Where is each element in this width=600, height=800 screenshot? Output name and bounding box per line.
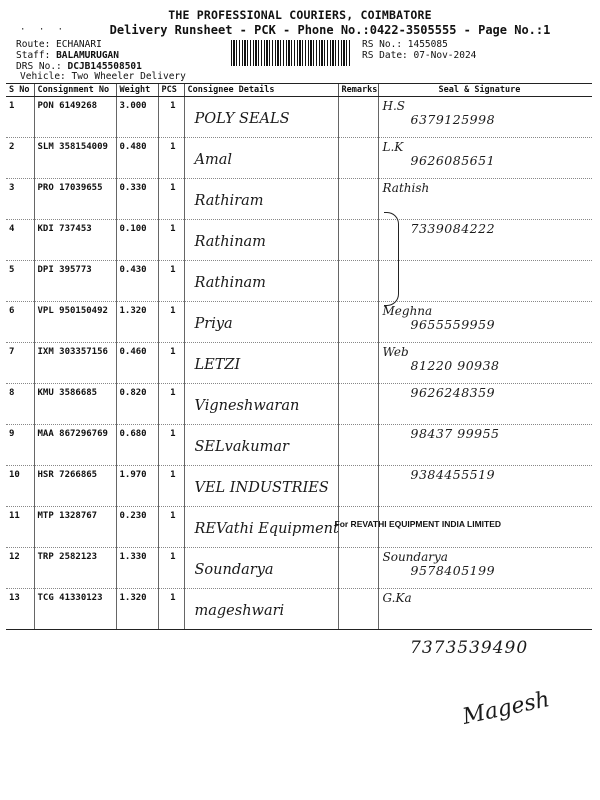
remarks-cell bbox=[334, 507, 502, 548]
consignment-number: PON 6149268 bbox=[34, 97, 116, 138]
col-remarks: Remarks bbox=[338, 84, 378, 97]
consignee-name: REVathi Equipment bbox=[194, 521, 339, 537]
consignee-cell bbox=[184, 261, 338, 302]
consignment-number: DPI 395773 bbox=[34, 261, 116, 302]
pcs-value: 1 bbox=[158, 138, 184, 179]
grouping-brace bbox=[384, 212, 399, 306]
consignee-name: mageshwari bbox=[194, 603, 285, 619]
consignee-cell bbox=[184, 220, 338, 261]
table-row bbox=[6, 179, 592, 220]
weight-value: 0.680 bbox=[116, 425, 158, 466]
handwritten-signature bbox=[383, 345, 500, 373]
signature-cell bbox=[378, 261, 592, 302]
signature-phone: 81220 90938 bbox=[410, 358, 500, 373]
consignee-name: LETZI bbox=[194, 357, 241, 373]
table-row bbox=[6, 302, 592, 343]
pcs-value: 1 bbox=[158, 97, 184, 138]
pcs-value: 1 bbox=[158, 302, 184, 343]
weight-value: 0.460 bbox=[116, 343, 158, 384]
serial-number: 10 bbox=[6, 466, 34, 507]
col-weight: Weight bbox=[116, 84, 158, 97]
serial-number: 5 bbox=[6, 261, 34, 302]
consignee-cell bbox=[184, 343, 338, 384]
handwritten-signature bbox=[383, 304, 496, 332]
consignee-name: Rathinam bbox=[194, 234, 266, 250]
staff-value: BALAMURUGAN bbox=[56, 50, 119, 61]
remarks-cell bbox=[338, 466, 378, 507]
vehicle-info: Vehicle: Two Wheeler Delivery bbox=[20, 71, 186, 82]
signature-name: Soundarya bbox=[382, 550, 448, 564]
signature-cell bbox=[378, 384, 592, 425]
consignment-number: IXM 303357156 bbox=[34, 343, 116, 384]
weight-value: 0.100 bbox=[116, 220, 158, 261]
document-title: THE PROFESSIONAL COURIERS, COIMBATORE bbox=[168, 8, 432, 22]
consignee-cell bbox=[184, 466, 338, 507]
pcs-value: 1 bbox=[158, 548, 184, 589]
signature-cell bbox=[378, 302, 592, 343]
signature-phone: 9578405199 bbox=[410, 563, 496, 578]
signature-cell bbox=[378, 138, 592, 179]
weight-value: 1.320 bbox=[116, 302, 158, 343]
signature-name: G.Ka bbox=[382, 591, 412, 605]
signature-cell bbox=[378, 589, 592, 630]
pcs-value: 1 bbox=[158, 384, 184, 425]
handwritten-signature bbox=[383, 427, 500, 441]
weight-value: 0.820 bbox=[116, 384, 158, 425]
drs-value: DCJB145508501 bbox=[67, 61, 142, 72]
remarks-cell bbox=[338, 343, 378, 384]
pcs-value: 1 bbox=[158, 466, 184, 507]
consignment-number: TRP 2582123 bbox=[34, 548, 116, 589]
weight-value: 0.480 bbox=[116, 138, 158, 179]
remarks-cell bbox=[338, 179, 378, 220]
signature-phone: 9384455519 bbox=[410, 467, 496, 482]
consignee-cell bbox=[184, 425, 338, 466]
weight-value: 1.320 bbox=[116, 589, 158, 630]
serial-number: 7 bbox=[6, 343, 34, 384]
signature-name: Web bbox=[382, 345, 409, 359]
handwritten-signature bbox=[383, 222, 496, 236]
weight-value: 0.330 bbox=[116, 179, 158, 220]
handwritten-signature bbox=[383, 99, 496, 127]
weight-value: 1.970 bbox=[116, 466, 158, 507]
consignee-name: Rathinam bbox=[194, 275, 266, 291]
signature-cell bbox=[378, 548, 592, 589]
staff-info bbox=[16, 50, 119, 61]
weight-value: 0.430 bbox=[116, 261, 158, 302]
serial-number: 6 bbox=[6, 302, 34, 343]
table-row bbox=[6, 220, 592, 261]
remarks-cell bbox=[338, 97, 378, 138]
signature-name: Rathish bbox=[382, 181, 430, 195]
col-consignment: Consignment No bbox=[34, 84, 116, 97]
staff-label: Staff: bbox=[16, 50, 51, 61]
handwritten-signature bbox=[383, 181, 430, 194]
signature-cell bbox=[378, 179, 592, 220]
consignment-number: KDI 737453 bbox=[34, 220, 116, 261]
remarks-cell bbox=[338, 302, 378, 343]
consignee-name: VEL INDUSTRIES bbox=[194, 480, 329, 496]
handwritten-signature bbox=[383, 140, 496, 168]
weight-value: 1.330 bbox=[116, 548, 158, 589]
table-row bbox=[6, 97, 592, 138]
serial-number: 13 bbox=[6, 589, 34, 630]
extra-signature: Magesh bbox=[460, 687, 552, 730]
signature-cell bbox=[378, 425, 592, 466]
signature-phone: 9626248359 bbox=[410, 385, 496, 400]
signature-phone: 9626085651 bbox=[410, 153, 496, 168]
rs-date: RS Date: 07-Nov-2024 bbox=[362, 50, 477, 61]
drs-label: DRS No.: bbox=[16, 61, 62, 72]
remarks-cell bbox=[338, 138, 378, 179]
consignment-number: SLM 358154009 bbox=[34, 138, 116, 179]
pcs-value: 1 bbox=[158, 261, 184, 302]
col-consignee: Consignee Details bbox=[184, 84, 338, 97]
consignee-name: SELvakumar bbox=[194, 439, 289, 455]
col-signature: Seal & Signature bbox=[378, 84, 592, 97]
signature-phone: 6379125998 bbox=[410, 112, 496, 127]
table-row bbox=[6, 425, 592, 466]
consignee-name: POLY SEALS bbox=[194, 111, 290, 127]
extra-phone-number: 7373539490 bbox=[410, 638, 529, 658]
serial-number: 12 bbox=[6, 548, 34, 589]
serial-number: 3 bbox=[6, 179, 34, 220]
document-subtitle: Delivery Runsheet - PCK - Phone No.:0422-3505555 - Page No.:1 bbox=[109, 23, 551, 37]
serial-number: 9 bbox=[6, 425, 34, 466]
consignee-name: Priya bbox=[194, 316, 233, 332]
consignee-cell bbox=[184, 97, 338, 138]
signature-name: H.S bbox=[382, 99, 405, 113]
handwritten-signature bbox=[383, 386, 496, 400]
serial-number: 4 bbox=[6, 220, 34, 261]
runsheet-table bbox=[6, 83, 592, 630]
consignment-number: VPL 950150492 bbox=[34, 302, 116, 343]
table-header bbox=[6, 84, 592, 97]
signature-cell bbox=[378, 343, 592, 384]
route-info: Route: ECHANARI bbox=[16, 39, 102, 50]
table-row bbox=[6, 343, 592, 384]
handwritten-signature bbox=[383, 550, 496, 578]
signature-cell bbox=[378, 220, 592, 261]
pcs-value: 1 bbox=[158, 507, 184, 548]
signature-name: Meghna bbox=[382, 304, 433, 318]
consignee-name: Amal bbox=[194, 152, 233, 168]
consignment-number: MAA 867296769 bbox=[34, 425, 116, 466]
weight-value: 3.000 bbox=[116, 97, 158, 138]
serial-number: 8 bbox=[6, 384, 34, 425]
col-sno: S No bbox=[6, 84, 34, 97]
consignee-cell bbox=[184, 138, 338, 179]
remarks-cell bbox=[338, 384, 378, 425]
consignee-cell bbox=[184, 179, 338, 220]
remarks-cell bbox=[338, 220, 378, 261]
pcs-value: 1 bbox=[158, 589, 184, 630]
remarks-cell bbox=[338, 425, 378, 466]
consignee-name: Vigneshwaran bbox=[194, 398, 300, 414]
consignment-number: TCG 41330123 bbox=[34, 589, 116, 630]
consignment-number: PRO 17039655 bbox=[34, 179, 116, 220]
consignment-number: KMU 3586685 bbox=[34, 384, 116, 425]
signature-cell bbox=[378, 97, 592, 138]
consignee-cell bbox=[184, 384, 338, 425]
barcode bbox=[231, 40, 351, 66]
consignee-cell bbox=[184, 302, 338, 343]
table-row bbox=[6, 138, 592, 179]
company-stamp: For REVATHI EQUIPMENT INDIA LIMITED bbox=[334, 519, 502, 529]
pcs-value: 1 bbox=[158, 220, 184, 261]
serial-number: 2 bbox=[6, 138, 34, 179]
remarks-cell bbox=[338, 589, 378, 630]
pcs-value: 1 bbox=[158, 425, 184, 466]
consignee-cell bbox=[184, 507, 338, 548]
weight-value: 0.230 bbox=[116, 507, 158, 548]
rs-number: RS No.: 1455085 bbox=[362, 39, 448, 50]
consignee-name: Soundarya bbox=[194, 562, 274, 578]
serial-number: 11 bbox=[6, 507, 34, 548]
signature-cell bbox=[378, 466, 592, 507]
serial-number: 1 bbox=[6, 97, 34, 138]
consignment-number: MTP 1328767 bbox=[34, 507, 116, 548]
pcs-value: 1 bbox=[158, 179, 184, 220]
consignee-cell bbox=[184, 548, 338, 589]
signature-cell bbox=[378, 507, 592, 548]
table-row bbox=[6, 589, 592, 630]
remarks-cell bbox=[338, 261, 378, 302]
signature-phone: 7339084222 bbox=[410, 221, 496, 236]
signature-phone: 9655559959 bbox=[410, 317, 496, 332]
signature-phone: 98437 99955 bbox=[410, 426, 500, 441]
remarks-cell bbox=[338, 548, 378, 589]
consignee-name: Rathiram bbox=[194, 193, 264, 209]
pcs-value: 1 bbox=[158, 343, 184, 384]
table-row bbox=[6, 384, 592, 425]
table-row bbox=[6, 466, 592, 507]
consignee-cell bbox=[184, 589, 338, 630]
col-pcs: PCS bbox=[158, 84, 184, 97]
decorative-dots: · · · bbox=[20, 25, 68, 35]
handwritten-signature bbox=[383, 468, 496, 482]
signature-name: L.K bbox=[382, 140, 404, 154]
table-row bbox=[6, 507, 592, 548]
table-row bbox=[6, 548, 592, 589]
table-row bbox=[6, 261, 592, 302]
handwritten-signature bbox=[383, 591, 412, 604]
consignment-number: HSR 7266865 bbox=[34, 466, 116, 507]
